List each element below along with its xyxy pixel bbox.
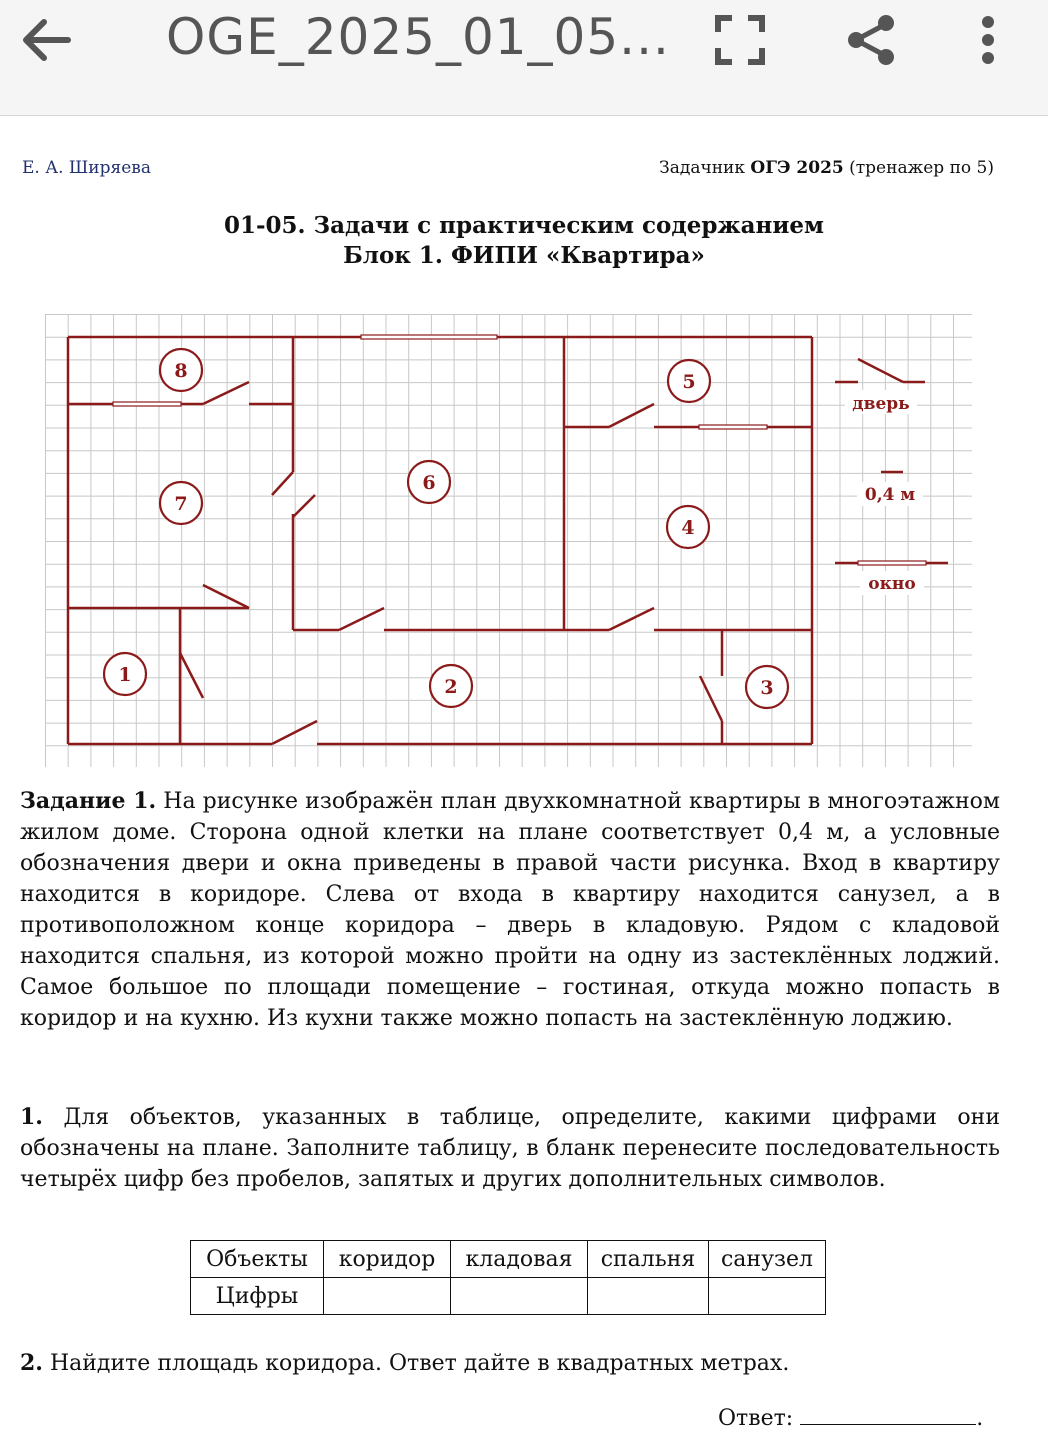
table-cell: спальня — [588, 1241, 709, 1278]
table-row — [191, 1278, 826, 1315]
table-cell: кладовая — [451, 1241, 588, 1278]
svg-text:3: 3 — [760, 677, 774, 699]
room-label-7 — [160, 482, 202, 524]
table-cell: санузел — [709, 1241, 826, 1278]
room-label-5 — [668, 360, 710, 402]
answer-cell[interactable] — [709, 1278, 826, 1315]
table-cell: Цифры — [191, 1278, 324, 1315]
table-cell: Объекты — [191, 1241, 324, 1278]
svg-text:5: 5 — [682, 371, 696, 393]
share-icon[interactable] — [842, 10, 902, 70]
plan-windows — [113, 335, 926, 565]
answer-cell[interactable] — [324, 1278, 451, 1315]
question-2: 2. Найдите площадь коридора. Ответ дайте в квадратных метрах. — [20, 1350, 790, 1376]
room-label-3 — [746, 666, 788, 708]
document-title: OGE_2025_01_05... — [166, 8, 670, 66]
objects-table — [190, 1240, 826, 1315]
app-toolbar — [0, 0, 1048, 116]
svg-text:4: 4 — [681, 517, 695, 539]
room-label-1 — [104, 653, 146, 695]
fullscreen-icon[interactable] — [710, 10, 770, 70]
room-label-2 — [430, 665, 472, 707]
table-cell: коридор — [324, 1241, 451, 1278]
legend-window-label: окно — [868, 574, 916, 594]
room-label-8 — [160, 349, 202, 391]
book-title: Задачник ОГЭ 2025 (тренажер по 5) — [659, 158, 994, 178]
apartment-floor-plan — [45, 314, 973, 769]
section-title: 01-05. Задачи с практическим содержанием — [223, 212, 825, 239]
svg-text:2: 2 — [444, 676, 458, 698]
svg-text:6: 6 — [422, 472, 436, 494]
answer-field: Ответ: . — [718, 1406, 984, 1431]
author-name: Е. А. Ширяева — [22, 158, 152, 178]
table-row — [191, 1241, 826, 1278]
plan-walls — [68, 337, 948, 744]
back-arrow-icon[interactable] — [18, 14, 74, 66]
svg-text:7: 7 — [174, 493, 188, 515]
task-text: Задание 1. На рисунке изображён план двухкомнатной квартиры в многоэтажном жилом доме. Сторона одной клетки на плане соответствует 0,4 м, а условные обозначения двери и окна приведены в правой части рисунка. Вход в квартиру находится в коридоре. Слева от входа в квартиру находится санузел, а в противоположном конце коридора – дверь в кладовую. Рядом с кладовой находится спальня, из которой можно пройти на одну из застеклённых лоджий. Самое большое по площади помещение – гостиная, откуда можно попасть в коридор и на кухню. Из кухни также можно попасть на застеклённую лоджию. — [20, 788, 1000, 1031]
more-vert-icon[interactable] — [958, 10, 1018, 70]
answer-line[interactable] — [800, 1406, 976, 1425]
room-label-6 — [408, 461, 450, 503]
answer-cell[interactable] — [451, 1278, 588, 1315]
document-page — [0, 116, 1048, 1443]
question-1: 1. Для объектов, указанных в таблице, определите, какими цифрами они обозначены на плане. Заполните таблицу, в бланк перенесите последовательность четырёх цифр без пробелов, запятых и других дополнительных символов. — [20, 1104, 1000, 1192]
room-label-4 — [667, 506, 709, 548]
block-title: Блок 1. ФИПИ «Квартира» — [343, 242, 705, 269]
legend-scale-label: 0,4 м — [864, 485, 916, 505]
svg-text:8: 8 — [174, 360, 188, 382]
answer-cell[interactable] — [588, 1278, 709, 1315]
legend-door-label: дверь — [852, 394, 910, 414]
svg-text:1: 1 — [118, 664, 132, 686]
